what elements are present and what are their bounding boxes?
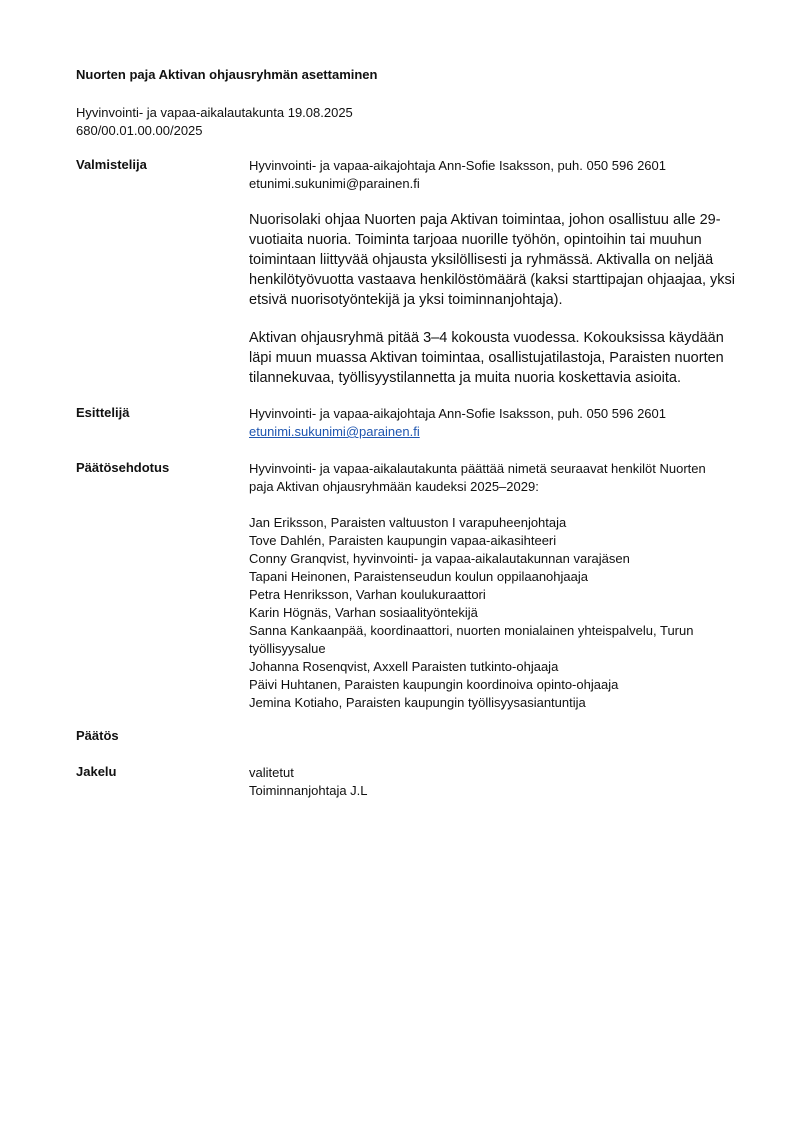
label-paatosehdotus: Päätösehdotus <box>76 460 170 475</box>
label-jakelu: Jakelu <box>76 764 117 779</box>
list-item: Sanna Kankaanpää, koordinaattori, nuorten monialainen yhteispalvelu, Turun <box>249 623 694 638</box>
list-item: Tove Dahlén, Paraisten kaupungin vapaa-aikasihteeri <box>249 533 557 548</box>
label-esittelija: Esittelijä <box>76 405 130 420</box>
list-item: Johanna Rosenqvist, Axxell Paraisten tutkinto-ohjaaja <box>249 659 559 674</box>
preparer-email: etunimi.sukunimi@parainen.fi <box>249 176 420 191</box>
presenter-email-link[interactable]: etunimi.sukunimi@parainen.fi <box>249 424 420 439</box>
esittelija-content <box>249 405 749 441</box>
reference-number: 680/00.01.00.00/2025 <box>76 123 203 138</box>
list-item: Tapani Heinonen, Paraistenseudun koulun oppilaanohjaaja <box>249 569 588 584</box>
list-item: Päivi Huhtanen, Paraisten kaupungin koordinoiva opinto-ohjaaja <box>249 677 619 692</box>
list-item: Conny Granqvist, hyvinvointi- ja vapaa-aikalautakunnan varajäsen <box>249 551 630 566</box>
paatosehdotus-content <box>249 460 749 712</box>
valmistelija-content <box>249 157 749 193</box>
presenter-line: Hyvinvointi- ja vapaa-aikajohtaja Ann-Sofie Isaksson, puh. 050 596 2601 <box>249 406 666 421</box>
list-item: Karin Högnäs, Varhan sosiaalityöntekijä <box>249 605 478 620</box>
recipient-item: Toiminnanjohtaja J.L <box>249 783 368 798</box>
document-title: Nuorten paja Aktivan ohjausryhmän asettaminen <box>76 67 378 82</box>
proposal-intro-line-1: Hyvinvointi- ja vapaa-aikalautakunta päättää nimetä seuraavat henkilöt Nuorten <box>249 461 706 476</box>
committee-line: Hyvinvointi- ja vapaa-aikalautakunta 19.08.2025 <box>76 105 353 120</box>
recipient-item: valitetut <box>249 765 294 780</box>
label-paatos: Päätös <box>76 728 119 743</box>
preparer-line: Hyvinvointi- ja vapaa-aikajohtaja Ann-Sofie Isaksson, puh. 050 596 2601 <box>249 158 666 173</box>
list-item: Jemina Kotiaho, Paraisten kaupungin työllisyysasiantuntija <box>249 695 586 710</box>
valmistelija-body <box>249 210 741 388</box>
body-paragraph-1: Nuorisolaki ohjaa Nuorten paja Aktivan toimintaa, johon osallistuu alle 29-vuotiaita nuoria. Toiminta tarjoaa nuorille työhön, opintoihin tai muuhun toimintaan liittyvää ohjausta yksilöllisesti ja ryhmässä. Aktivalla on neljää henkilötyövuotta vastaava henkilöstömäärä (kaksi starttipajan ohjaajaa, yksi etsivä nuorisotyöntekijä ja yksi toiminnanjohtaja). <box>249 212 736 308</box>
body-paragraph-2: Aktivan ohjausryhmä pitää 3–4 kokousta vuodessa. Kokouksissa käydään läpi muun muassa Aktivan toimintaa, osallistujatilastoja, Paraisten nuorten tilannekuvaa, työllisyystilannetta ja muita nuoria koskettavia asioita. <box>249 330 724 386</box>
document-meta <box>76 104 353 140</box>
member-list <box>249 514 749 712</box>
list-item: työllisyysalue <box>249 641 326 656</box>
jakelu-content <box>249 764 749 800</box>
list-item: Petra Henriksson, Varhan koulukuraattori <box>249 587 486 602</box>
proposal-intro-line-2: paja Aktivan ohjausryhmään kaudeksi 2025–2029: <box>249 479 539 494</box>
list-item: Jan Eriksson, Paraisten valtuuston I varapuheenjohtaja <box>249 515 567 530</box>
label-valmistelija: Valmistelija <box>76 157 147 172</box>
